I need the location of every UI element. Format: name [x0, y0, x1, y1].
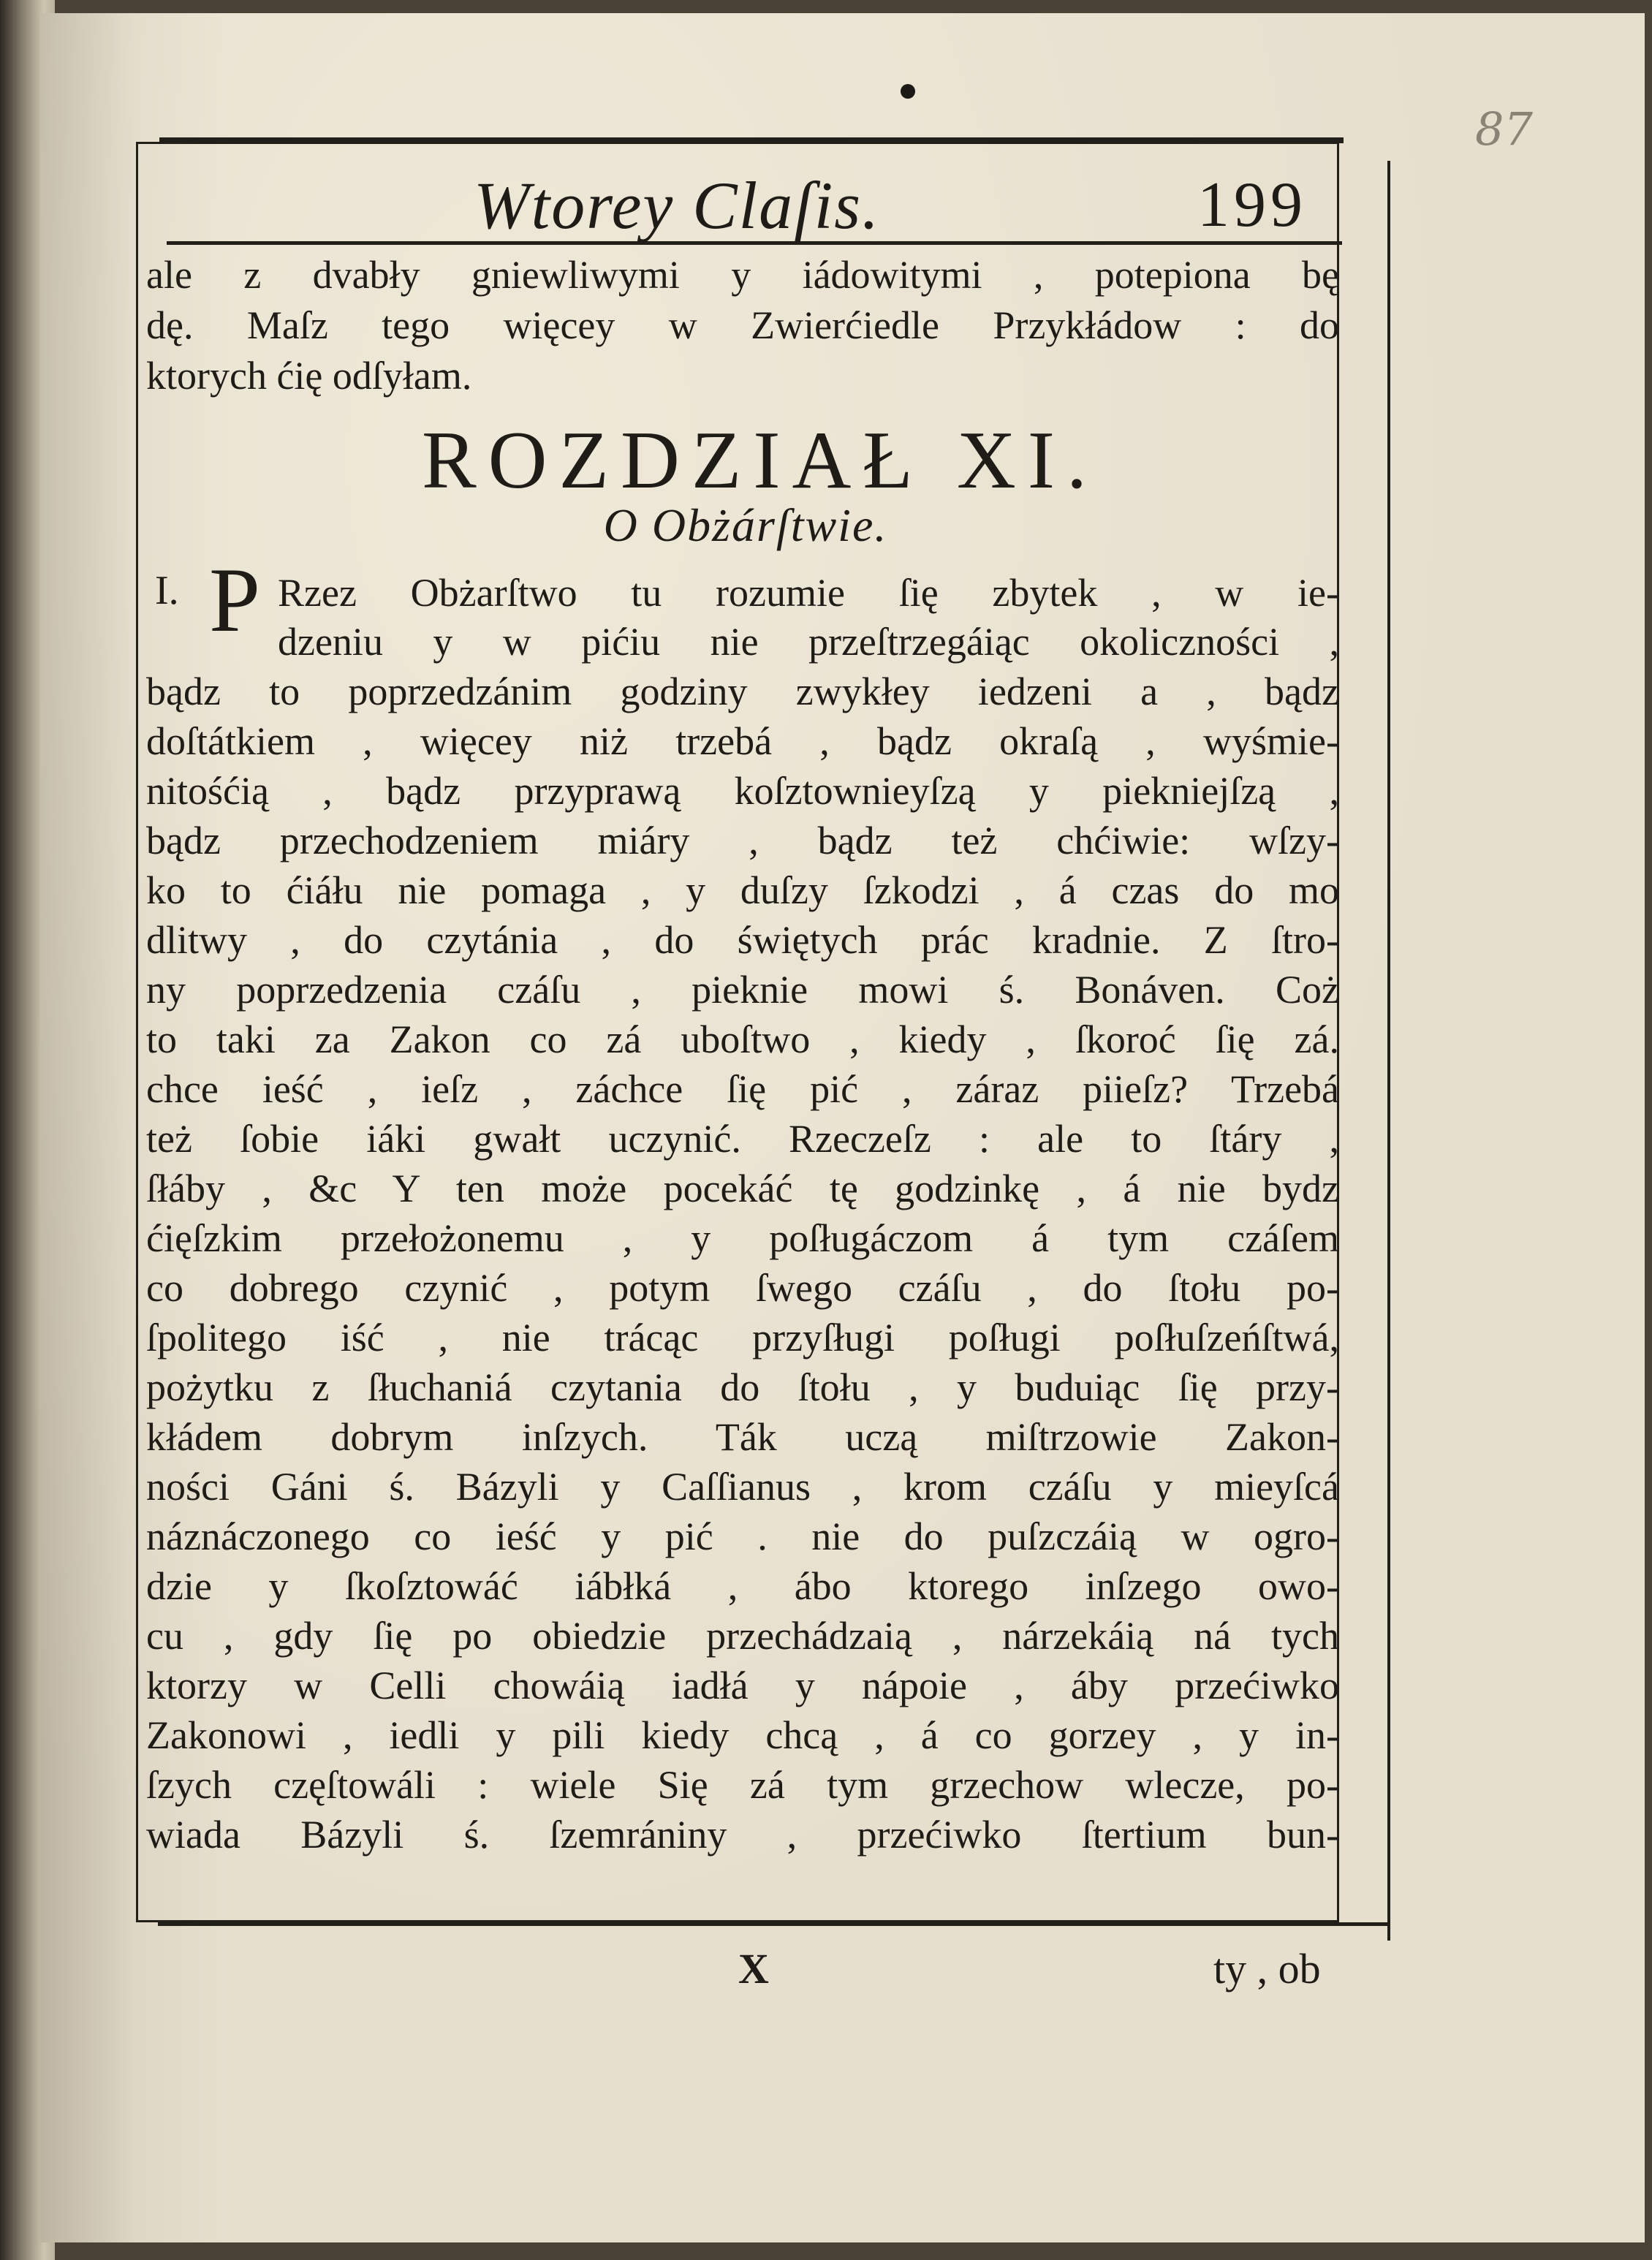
text-line: ności Gáni ś. Bázyli y Caſſianus , krom czáſu y mieyſcá: [146, 1465, 1339, 1509]
pencil-folio-number: 87: [1475, 102, 1533, 156]
text-line: ko to ćiáłu nie pomaga , y duſzy ſzkodzi , á czas do mo: [146, 868, 1339, 912]
text-line: bądz przechodzeniem miáry , bądz też chćiwie: wſzy-: [146, 819, 1339, 862]
chapter-title: ROZDZIAŁ XI.: [421, 415, 1099, 506]
text-line: náznáczonego co ieść y pić . nie do puſzczáią w ogro-: [146, 1514, 1339, 1558]
text-line: ktorzy w Celli chowáią iadłá y nápoie , áby przećiwko: [146, 1664, 1339, 1707]
text-line: ſzych częſtowáli : wiele Się zá tym grzechow wlecze, po-: [146, 1763, 1339, 1807]
text-line: Zakonowi , iedli y pili kiedy chcą , á co gorzey , y in-: [146, 1713, 1339, 1757]
section-number: I.: [155, 568, 179, 613]
text-line: to taki za Zakon co zá uboſtwo , kiedy , ſkoroć ſię zá.: [146, 1017, 1339, 1061]
text-line: ſłáby , &c Y ten może pocekáć tę godzinkę , á nie bydz: [146, 1167, 1339, 1210]
text-line: dlitwy , do czytánia , do świętych prác kradnie. Z ſtro-: [146, 918, 1339, 962]
catchword: ty , ob: [1213, 1945, 1321, 1992]
text-line: co dobrego czynić , potym ſwego czáſu , do ſtołu po-: [146, 1266, 1339, 1310]
text-line: ćięſzkim przełożonemu , y poſługáczom á tym czáſem: [146, 1216, 1339, 1260]
running-head: Wtorey Claſis.: [474, 168, 881, 243]
text-line: ktorych ćię odſyłam.: [146, 354, 472, 398]
frame-bottom-rule: [158, 1922, 1390, 1926]
text-line: dę. Maſz tego więcey w Zwierćiedle Przykłádow : do: [146, 303, 1339, 347]
text-line: ale z dvabły gniewliwymi y iádowitymi , potepiona bę: [146, 253, 1339, 297]
text-line: kłádem dobrym inſzych. Ták uczą miſtrzowie Zakon-: [146, 1415, 1339, 1459]
text-line: doſtátkiem , więcey niż trzebá , bądz okraſą , wyśmie-: [146, 719, 1339, 763]
text-line: nitośćią , bądz przyprawą koſztownieyſzą y piekniejſzą ,: [146, 769, 1339, 813]
text-line: cu , gdy ſię po obiedzie przechádzaią , nárzekáią ná tych: [146, 1614, 1339, 1658]
text-line: pożytku z ſłuchaniá czytania do ſtołu , y buduiąc ſię przy-: [146, 1365, 1339, 1409]
text-line: dzeniu y w pićiu nie przeſtrzegáiąc okoliczności ,: [278, 620, 1339, 664]
text-line: ſpolitego iść , nie trácąc przyſługi poſługi poſłuſzeńſtwá,: [146, 1316, 1339, 1360]
text-line: ny poprzedzenia czáſu , pieknie mowi ś. Bonáven. Coż: [146, 968, 1339, 1012]
drop-cap: P: [209, 550, 261, 651]
frame-right-rule: [1387, 161, 1390, 1941]
signature-mark: X: [738, 1945, 769, 1992]
text-line: bądz to poprzedzánim godziny zwykłey iedzeni a , bądz: [146, 670, 1339, 713]
text-line: wiada Bázyli ś. ſzemrániny , przećiwko ſtertium bun-: [146, 1813, 1339, 1857]
text-line: chce ieść , ieſz , záchce ſię pić , záraz piieſz? Trzebá: [146, 1067, 1339, 1111]
chapter-subtitle: O Obżárſtwie.: [603, 499, 888, 551]
page-number: 199: [1197, 170, 1307, 240]
text-line: też ſobie iáki gwałt uczynić. Rzeczeſz : ale to ſtáry ,: [146, 1117, 1339, 1161]
ink-dot: [901, 84, 915, 99]
text-line: Rzez Obżarſtwo tu rozumie ſię zbytek , w ie-: [278, 571, 1339, 615]
text-line: dzie y ſkoſztowáć iábłká , ábo ktorego inſzego owo-: [146, 1564, 1339, 1608]
